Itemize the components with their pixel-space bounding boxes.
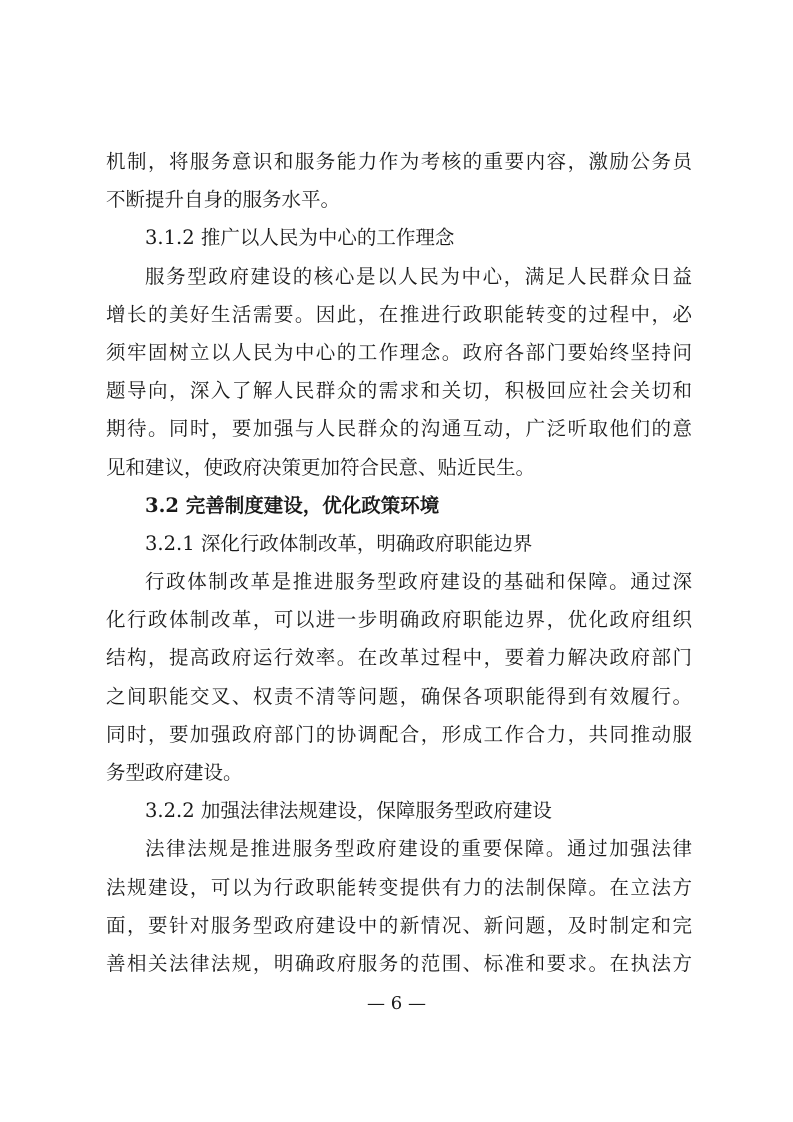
section-heading: 3.2.1 深化行政体制改革，明确政府职能边界 [145,531,533,555]
section-heading: 3.2 完善制度建设，优化政策环境 [145,493,440,517]
text-line: 务型政府建设。 [106,761,243,784]
text-line: 须牢固树立以人民为中心的工作理念。政府各部门要始终坚持问 [106,340,692,364]
text-line: 面，要针对服务型政府建设中的新情况、新问题，及时制定和完 [106,913,692,937]
text-line: 期待。同时，要加强与人民群众的沟通互动，广泛听取他们的意 [106,417,692,441]
text-line: 同时，要加强政府部门的协调配合，形成工作合力，共同推动服 [106,722,692,746]
section-heading: 3.1.2 推广以人民为中心的工作理念 [145,226,455,250]
section-heading: 3.2.2 加强法律法规建设，保障服务型政府建设 [145,799,552,823]
text-line: 题导向，深入了解人民群众的需求和关切，积极回应社会关切和 [106,379,692,403]
text-line: 增长的美好生活需要。因此，在推进行政职能转变的过程中，必 [106,302,692,326]
text-line: 机制，将服务意识和服务能力作为考核的重要内容，激励公务员 [106,150,692,173]
text-line: 法规建设，可以为行政职能转变提供有力的法制保障。在立法方 [106,875,692,899]
text-line: 法律法规是推进服务型政府建设的重要保障。通过加强法律 [145,837,692,861]
text-line: 见和建议，使政府决策更加符合民意、贴近民生。 [106,455,536,479]
text-line: 行政体制改革是推进服务型政府建设的基础和保障。通过深 [145,570,692,594]
text-line: 之间职能交叉、权责不清等问题，确保各项职能得到有效履行。 [106,684,692,708]
text-line: 善相关法律法规，明确政府服务的范围、标准和要求。在执法方 [106,951,692,975]
text-line: 服务型政府建设的核心是以人民为中心，满足人民群众日益 [145,264,692,288]
body-text [106,143,692,983]
text-line: 不断提升自身的服务水平。 [106,188,341,212]
page-number: — 6 — [367,993,426,1014]
text-line: 化行政体制改革，可以进一步明确政府职能边界，优化政府组织 [106,608,692,632]
text-line: 结构，提高政府运行效率。在改革过程中，要着力解决政府部门 [106,646,692,670]
